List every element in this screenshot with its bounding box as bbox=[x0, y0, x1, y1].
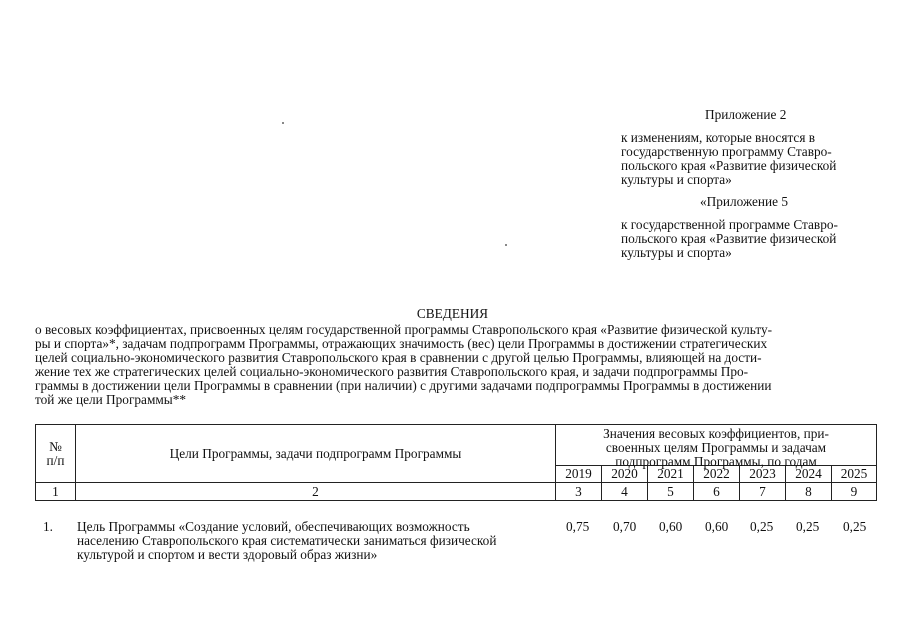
intro-line: целей социально-экономического развития Ставропольского края в сравнении с другой целью Программы, влияющей на дости- bbox=[35, 350, 762, 365]
row-value: 0,75 bbox=[566, 519, 590, 534]
table-border bbox=[35, 500, 877, 501]
column-number-cell: 4 bbox=[621, 484, 628, 499]
weights-table bbox=[35, 424, 877, 501]
table-divider bbox=[35, 482, 877, 483]
table-border bbox=[876, 424, 877, 501]
row-text-line: Цель Программы «Создание условий, обеспечивающих возможность bbox=[77, 519, 470, 534]
row-value: 0,60 bbox=[659, 519, 683, 534]
header-goals: Цели Программы, задачи подпрограмм Программы bbox=[169, 446, 462, 461]
column-number-cell: 8 bbox=[805, 484, 812, 499]
appendix-text-line: государственную программу Ставро- bbox=[621, 144, 832, 159]
appendix5-text-line: к государственной программе Ставро- bbox=[621, 217, 838, 232]
appendix5-text-line: польского края «Развитие физической bbox=[621, 231, 837, 246]
intro-paragraph bbox=[35, 323, 877, 407]
row-value: 0,60 bbox=[705, 519, 729, 534]
intro-line: той же цели Программы** bbox=[35, 392, 187, 407]
header-number: № п/п bbox=[46, 439, 65, 468]
intro-line: ры и спорта»*, задачам подпрограмм Программы, отражающих значимость (вес) цели Программы в достижении стратегических bbox=[35, 336, 768, 351]
intro-line: жение тех же стратегических целей социально-экономического развития Ставропольского края, и задачи подпрограммы Про- bbox=[35, 364, 749, 379]
column-number-cell: 9 bbox=[850, 484, 858, 499]
column-number-cell: 2 bbox=[312, 484, 319, 499]
appendix5-title: «Приложение 5 bbox=[700, 194, 788, 209]
header-values bbox=[556, 427, 876, 469]
row-value: 0,70 bbox=[613, 519, 637, 534]
table-border bbox=[35, 424, 877, 425]
header-values-line: своенных целям Программы и задачам bbox=[605, 440, 827, 455]
column-number-cell: 7 bbox=[759, 484, 766, 499]
appendix-title: Приложение 2 bbox=[705, 107, 787, 122]
intro-line: граммы в достижении цели Программы в сравнении (при наличии) с другими задачами подпрограммы Программы в достижении bbox=[35, 378, 772, 393]
scan-speck bbox=[505, 244, 507, 246]
row-value: 0,25 bbox=[796, 519, 820, 534]
year-cell: 2019 bbox=[565, 466, 592, 481]
appendix-text bbox=[621, 131, 877, 187]
year-cell: 2025 bbox=[840, 466, 868, 481]
appendix5-text-line: культуры и спорта» bbox=[621, 245, 732, 260]
scan-speck bbox=[282, 122, 284, 124]
year-cell: 2021 bbox=[657, 466, 684, 481]
row-text-line: населению Ставропольского края систематически заниматься физической bbox=[77, 533, 497, 548]
appendix5-text bbox=[621, 218, 877, 260]
header-values-line: Значения весовых коэффициентов, при- bbox=[603, 426, 829, 441]
appendix-text-line: к изменениям, которые вносятся в bbox=[621, 130, 816, 145]
row-text-line: культурой и спортом и вести здоровый образ жизни» bbox=[77, 547, 378, 562]
year-cell: 2020 bbox=[611, 466, 638, 481]
row-value: 0,25 bbox=[843, 519, 867, 534]
column-number-cell: 6 bbox=[713, 484, 720, 499]
appendix-text-line: польского края «Развитие физической bbox=[621, 158, 837, 173]
appendix-text-line: культуры и спорта» bbox=[621, 172, 732, 187]
column-number-cell: 1 bbox=[52, 484, 59, 499]
year-cell: 2024 bbox=[795, 466, 822, 481]
year-cell: 2022 bbox=[703, 466, 730, 481]
year-cell: 2023 bbox=[749, 466, 776, 481]
row-value: 0,25 bbox=[750, 519, 774, 534]
column-number-cell: 3 bbox=[575, 484, 582, 499]
header-values-line: подпрограмм Программы, по годам bbox=[615, 454, 817, 469]
intro-line: о весовых коэффициентах, присвоенных целям государственной программы Ставропольского края «Развитие физической культу- bbox=[35, 322, 773, 337]
document-title: СВЕДЕНИЯ bbox=[416, 306, 489, 321]
column-number-cell: 5 bbox=[667, 484, 674, 499]
row-text bbox=[77, 520, 555, 562]
row-number: 1. bbox=[43, 519, 53, 534]
